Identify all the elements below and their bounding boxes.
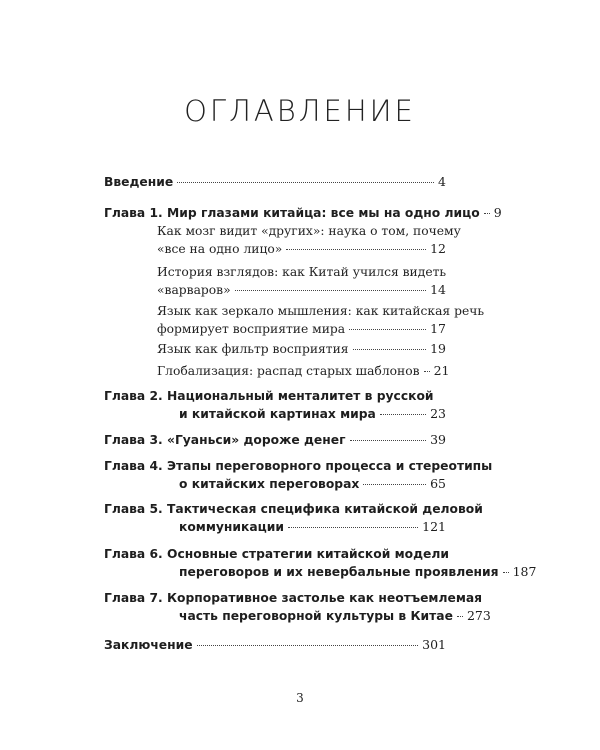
dot-leader bbox=[177, 182, 434, 183]
toc-entry-label: Введение bbox=[104, 175, 174, 189]
dot-leader bbox=[424, 371, 430, 372]
toc-entry-chapter-6[interactable] bbox=[179, 563, 537, 581]
toc-page-number: 21 bbox=[433, 363, 450, 378]
toc-entry-line[interactable]: Глава 6. Основные стратегии китайской модели bbox=[104, 547, 450, 561]
toc-page-number: 273 bbox=[466, 608, 491, 623]
page-title: ОГЛАВЛЕНИЕ bbox=[184, 94, 416, 128]
toc-subentry-line[interactable]: Как мозг видит «других»: наука о том, почему bbox=[157, 224, 461, 238]
toc-page-number: 19 bbox=[430, 341, 446, 356]
page-number: 3 bbox=[296, 691, 304, 705]
toc-entry-line[interactable]: Глава 2. Национальный менталитет в русской bbox=[104, 389, 434, 403]
dot-leader bbox=[286, 249, 426, 250]
toc-page-number: 23 bbox=[430, 406, 446, 421]
dot-leader bbox=[484, 213, 490, 214]
toc-entry-chapter-3[interactable] bbox=[104, 431, 446, 449]
toc-page-number: 39 bbox=[430, 432, 446, 447]
toc-entry-label: Глобализация: распад старых шаблонов bbox=[157, 364, 420, 378]
dot-leader bbox=[457, 616, 463, 617]
toc-entry-label: переговоров и их невербальные проявления bbox=[179, 565, 499, 579]
toc-entry-label: часть переговорной культуры в Китае bbox=[179, 609, 453, 623]
dot-leader bbox=[363, 484, 426, 485]
dot-leader bbox=[288, 527, 418, 528]
toc-entry-label: и китайской картинах мира bbox=[179, 407, 376, 421]
toc-entry-label: Заключение bbox=[104, 638, 193, 652]
toc-subentry-line[interactable]: Язык как зеркало мышления: как китайская речь bbox=[157, 304, 485, 318]
toc-entry-label: Глава 3. «Гуаньси» дороже денег bbox=[104, 433, 346, 447]
toc-page-number: 187 bbox=[512, 564, 537, 579]
toc-entry-intro[interactable] bbox=[104, 173, 446, 191]
toc-subentry-3[interactable] bbox=[157, 320, 446, 338]
toc-entry-label: «все на одно лицо» bbox=[157, 242, 283, 256]
toc-entry-chapter-5[interactable] bbox=[179, 518, 446, 536]
toc-page-number: 121 bbox=[422, 519, 446, 534]
toc-page-number: 14 bbox=[430, 282, 446, 297]
toc-page-number: 12 bbox=[430, 241, 446, 256]
dot-leader bbox=[197, 645, 419, 646]
toc-subentry-2[interactable] bbox=[157, 281, 446, 299]
toc-entry-label: формирует восприятие мира bbox=[157, 322, 346, 336]
toc-page-number: 17 bbox=[430, 321, 446, 336]
toc-subentry-5[interactable] bbox=[157, 362, 450, 380]
toc-page-number: 4 bbox=[438, 174, 446, 189]
toc-page-number: 301 bbox=[422, 637, 446, 652]
toc-entry-label: Язык как фильтр восприятия bbox=[157, 342, 349, 356]
dot-leader bbox=[350, 440, 427, 441]
toc-entry-label: Глава 1. Мир глазами китайца: все мы на одно лицо bbox=[104, 206, 480, 220]
toc-entry-label: коммуникации bbox=[179, 520, 285, 534]
toc-page-number: 65 bbox=[430, 476, 446, 491]
toc-subentry-line[interactable]: История взглядов: как Китай учился видеть bbox=[157, 265, 447, 279]
dot-leader bbox=[353, 349, 427, 350]
toc-entry-line[interactable]: Глава 5. Тактическая специфика китайской деловой bbox=[104, 502, 483, 516]
toc-entry-label: «варваров» bbox=[157, 283, 231, 297]
dot-leader bbox=[349, 329, 426, 330]
toc-page-number: 9 bbox=[493, 205, 502, 220]
toc-entry-chapter-1[interactable] bbox=[104, 204, 502, 222]
toc-entry-label: о китайских переговорах bbox=[179, 477, 360, 491]
toc-entry-line[interactable]: Глава 4. Этапы переговорного процесса и стереотипы bbox=[104, 459, 493, 473]
dot-leader bbox=[503, 572, 509, 573]
toc-entry-line[interactable]: Глава 7. Корпоративное застолье как неотъемлемая bbox=[104, 591, 483, 605]
toc-entry-chapter-7[interactable] bbox=[179, 607, 491, 625]
toc-subentry-1[interactable] bbox=[157, 240, 446, 258]
dot-leader bbox=[235, 290, 426, 291]
toc-subentry-4[interactable] bbox=[157, 340, 446, 358]
dot-leader bbox=[380, 414, 426, 415]
toc-entry-conclusion[interactable] bbox=[104, 636, 446, 654]
toc-entry-chapter-2[interactable] bbox=[179, 405, 446, 423]
toc-entry-chapter-4[interactable] bbox=[179, 475, 446, 493]
